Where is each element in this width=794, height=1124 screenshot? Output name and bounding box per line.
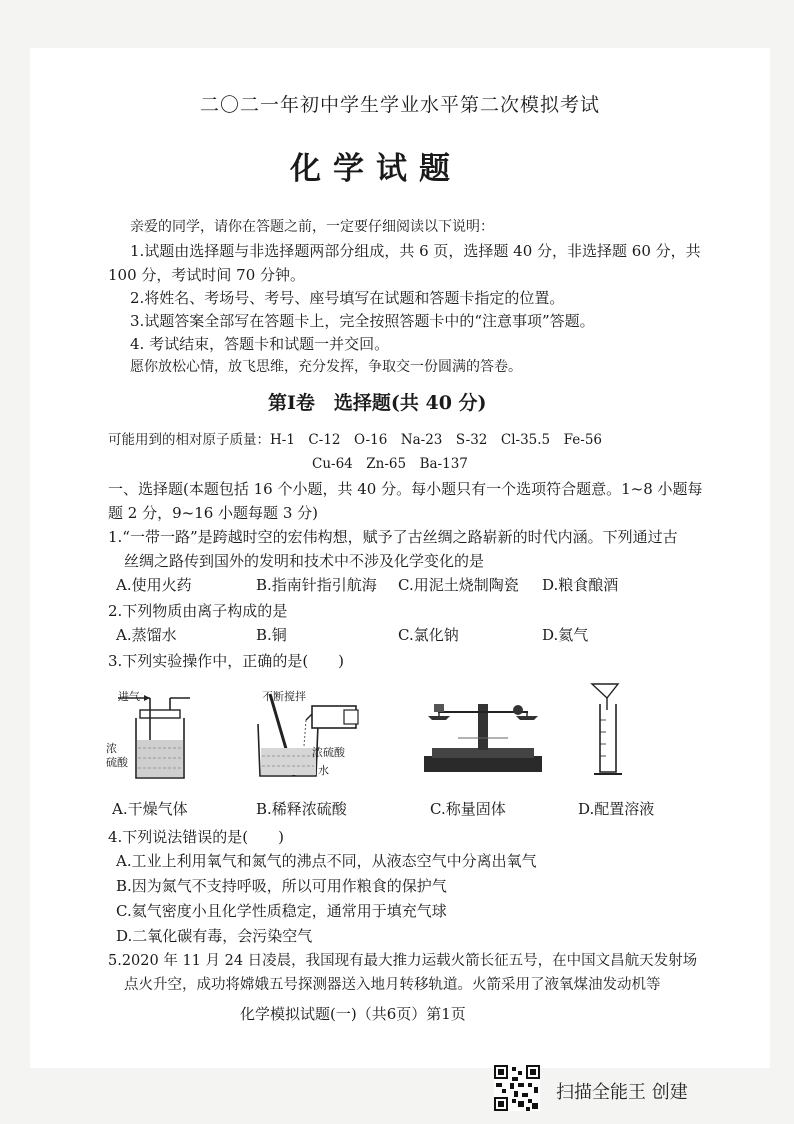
figure-graduated-cylinder	[588, 680, 638, 782]
qr-code-icon	[494, 1065, 540, 1111]
q4-option-c: C.氦气密度小且化学性质稳定，通常用于填充气球	[116, 902, 447, 920]
q1-option-c: C.用泥土烧制陶瓷	[398, 576, 519, 594]
instruction-item-4: 4. 考试结束，答题卡和试题一并交回。	[130, 335, 390, 353]
figure-balance	[418, 690, 548, 780]
label-concentrated-acid: 浓硫酸	[312, 746, 345, 759]
q1-option-a: A.使用火药	[116, 576, 192, 594]
q4-option-b: B.因为氮气不支持呼吸，所以可用作粮食的保护气	[116, 877, 447, 895]
label-water: 水	[318, 764, 329, 777]
q2-option-c: C.氯化钠	[398, 626, 459, 644]
q3-option-b: B.稀释浓硫酸	[256, 800, 347, 818]
q1-option-d: D.粮食酿酒	[542, 576, 619, 594]
label-acid-b: 硫酸	[106, 756, 128, 769]
subject-title: 化学试题	[290, 151, 462, 187]
page-footer: 化学模拟试题(一)（共6页）第1页	[240, 1005, 466, 1023]
question-2: 2.下列物质由离子构成的是	[108, 602, 288, 620]
q3-option-d: D.配置溶液	[578, 800, 655, 818]
exam-title: 二〇二一年初中学生学业水平第二次模拟考试	[200, 94, 601, 116]
instruction-item-1a: 1.试题由选择题与非选择题两部分组成，共 6 页，选择题 40 分，非选择题 60 分，共	[130, 242, 701, 260]
q2-option-b: B.铜	[256, 626, 287, 644]
atomic-masses-line-1: 可能用到的相对原子质量：H-1 C-12 O-16 Na-23 S-32 Cl-35.5 Fe-56	[108, 432, 603, 448]
question-1-line-2: 丝绸之路传到国外的发明和技术中不涉及化学变化的是	[124, 552, 485, 570]
label-gas-inlet: 进气	[118, 690, 140, 703]
scanner-watermark: 扫描全能王 创建	[556, 1082, 688, 1103]
atomic-masses-line-2: Cu-64 Zn-65 Ba-137	[312, 456, 468, 472]
q2-option-a: A.蒸馏水	[116, 626, 177, 644]
part-heading-line-1: 一、选择题(本题包括 16 个小题，共 40 分。每小题只有一个选项符合题意。1~8 小题每	[108, 480, 703, 498]
label-acid-a: 浓	[106, 742, 117, 755]
instruction-item-1b: 100 分，考试时间 70 分钟。	[108, 266, 306, 284]
section-title: 第Ⅰ卷 选择题(共 40 分)	[268, 392, 487, 414]
instruction-item-3: 3.试题答案全部写在答题卡上，完全按照答题卡中的“注意事项”答题。	[130, 312, 595, 330]
instructions-intro: 亲爱的同学，请你在答题之前，一定要仔细阅读以下说明：	[130, 219, 494, 235]
q3-option-a: A.干燥气体	[112, 800, 188, 818]
q4-option-a: A.工业上利用氧气和氮气的沸点不同，从液态空气中分离出氧气	[116, 852, 537, 870]
q1-option-b: B.指南针指引航海	[256, 576, 377, 594]
instruction-item-2: 2.将姓名、考场号、考号、座号填写在试题和答题卡指定的位置。	[130, 289, 565, 307]
label-stir: 不断搅拌	[262, 690, 306, 703]
question-5-line-1: 5.2020 年 11 月 24 日凌晨，我国现有最大推力运载火箭长征五号，在中国文昌航天发射场	[108, 953, 698, 969]
question-5-line-2: 点火升空，成功将嫦娥五号探测器送入地月转移轨道。火箭采用了液氧煤油发动机等	[124, 977, 661, 993]
question-3: 3.下列实验操作中，正确的是( )	[108, 652, 345, 670]
q2-option-d: D.氦气	[542, 626, 589, 644]
q3-option-c: C.称量固体	[430, 800, 506, 818]
q4-option-d: D.二氧化碳有毒，会污染空气	[116, 927, 313, 945]
part-heading-line-2: 题 2 分，9~16 小题每题 3 分)	[108, 504, 318, 522]
question-1-line-1: 1.“一带一路”是跨越时空的宏伟构想，赋予了古丝绸之路崭新的时代内涵。下列通过古	[108, 528, 678, 546]
question-4: 4.下列说法错误的是( )	[108, 828, 285, 846]
instructions-wish: 愿你放松心情，放飞思维，充分发挥，争取交一份圆满的答卷。	[130, 359, 522, 375]
